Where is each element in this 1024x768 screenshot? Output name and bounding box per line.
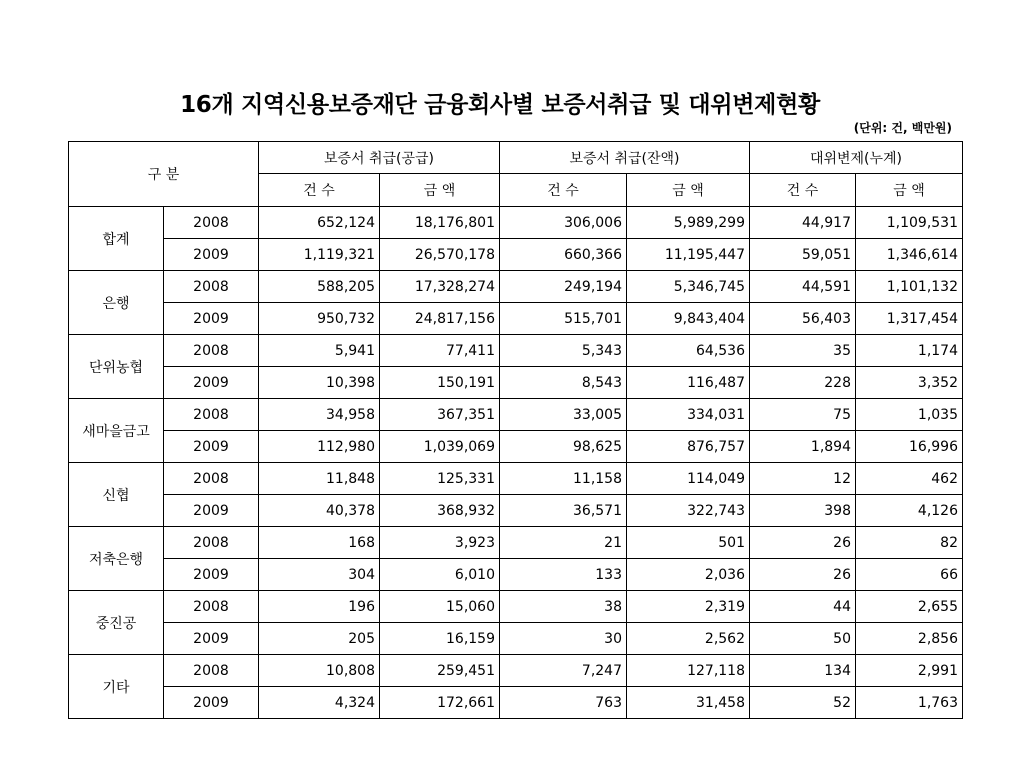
count-cell: 36,571 (500, 495, 627, 527)
table-row (69, 687, 963, 719)
amount-cell: 1,101,132 (856, 271, 963, 303)
sub-header-amount: 금 액 (627, 174, 750, 207)
guarantee-table (68, 141, 963, 719)
count-cell: 306,006 (500, 207, 627, 239)
amount-cell: 322,743 (627, 495, 750, 527)
year-cell: 2009 (164, 367, 259, 399)
amount-cell: 17,328,274 (380, 271, 500, 303)
count-cell: 40,378 (259, 495, 380, 527)
sub-header-count: 건 수 (750, 174, 856, 207)
count-cell: 21 (500, 527, 627, 559)
year-cell: 2009 (164, 239, 259, 271)
count-cell: 205 (259, 623, 380, 655)
count-cell: 5,941 (259, 335, 380, 367)
amount-cell: 31,458 (627, 687, 750, 719)
amount-cell: 2,036 (627, 559, 750, 591)
group-header-supply: 보증서 취급(공급) (259, 142, 500, 174)
count-cell: 50 (750, 623, 856, 655)
table-row (69, 591, 963, 623)
count-cell: 11,158 (500, 463, 627, 495)
category-cell: 신협 (69, 463, 164, 527)
count-cell: 44 (750, 591, 856, 623)
amount-cell: 5,346,745 (627, 271, 750, 303)
year-cell: 2008 (164, 271, 259, 303)
amount-cell: 367,351 (380, 399, 500, 431)
count-cell: 660,366 (500, 239, 627, 271)
amount-cell: 334,031 (627, 399, 750, 431)
amount-cell: 125,331 (380, 463, 500, 495)
division-header: 구 분 (69, 142, 259, 207)
amount-cell: 259,451 (380, 655, 500, 687)
amount-cell: 368,932 (380, 495, 500, 527)
table-row (69, 495, 963, 527)
amount-cell: 6,010 (380, 559, 500, 591)
amount-cell: 1,346,614 (856, 239, 963, 271)
count-cell: 38 (500, 591, 627, 623)
count-cell: 8,543 (500, 367, 627, 399)
category-cell: 저축은행 (69, 527, 164, 591)
table-row (69, 655, 963, 687)
count-cell: 398 (750, 495, 856, 527)
amount-cell: 2,856 (856, 623, 963, 655)
count-cell: 59,051 (750, 239, 856, 271)
count-cell: 304 (259, 559, 380, 591)
amount-cell: 77,411 (380, 335, 500, 367)
amount-cell: 66 (856, 559, 963, 591)
amount-cell: 16,996 (856, 431, 963, 463)
year-cell: 2009 (164, 687, 259, 719)
table-row (69, 431, 963, 463)
count-cell: 11,848 (259, 463, 380, 495)
count-cell: 75 (750, 399, 856, 431)
amount-cell: 127,118 (627, 655, 750, 687)
amount-cell: 82 (856, 527, 963, 559)
table-row (69, 271, 963, 303)
amount-cell: 116,487 (627, 367, 750, 399)
count-cell: 1,894 (750, 431, 856, 463)
amount-cell: 2,319 (627, 591, 750, 623)
sub-header-count: 건 수 (259, 174, 380, 207)
table-row (69, 335, 963, 367)
year-cell: 2009 (164, 431, 259, 463)
amount-cell: 462 (856, 463, 963, 495)
count-cell: 515,701 (500, 303, 627, 335)
count-cell: 134 (750, 655, 856, 687)
year-cell: 2009 (164, 303, 259, 335)
count-cell: 228 (750, 367, 856, 399)
year-cell: 2008 (164, 591, 259, 623)
year-cell: 2008 (164, 207, 259, 239)
amount-cell: 876,757 (627, 431, 750, 463)
count-cell: 52 (750, 687, 856, 719)
year-cell: 2008 (164, 463, 259, 495)
amount-cell: 1,035 (856, 399, 963, 431)
count-cell: 7,247 (500, 655, 627, 687)
category-cell: 은행 (69, 271, 164, 335)
count-cell: 950,732 (259, 303, 380, 335)
amount-cell: 172,661 (380, 687, 500, 719)
amount-cell: 1,039,069 (380, 431, 500, 463)
category-cell: 새마을금고 (69, 399, 164, 463)
page-title: 16개 지역신용보증재단 금융회사별 보증서취급 및 대위변제현황 (180, 92, 820, 118)
count-cell: 4,324 (259, 687, 380, 719)
table-row (69, 367, 963, 399)
group-header-subrogation: 대위변제(누계) (750, 142, 963, 174)
count-cell: 168 (259, 527, 380, 559)
count-cell: 98,625 (500, 431, 627, 463)
amount-cell: 3,352 (856, 367, 963, 399)
amount-cell: 114,049 (627, 463, 750, 495)
amount-cell: 26,570,178 (380, 239, 500, 271)
count-cell: 196 (259, 591, 380, 623)
table-row (69, 527, 963, 559)
amount-cell: 16,159 (380, 623, 500, 655)
table-row (69, 303, 963, 335)
amount-cell: 18,176,801 (380, 207, 500, 239)
count-cell: 44,591 (750, 271, 856, 303)
unit-note: (단위: 건, 백만원) (853, 121, 952, 135)
year-cell: 2008 (164, 399, 259, 431)
sub-header-count: 건 수 (500, 174, 627, 207)
category-cell: 단위농협 (69, 335, 164, 399)
amount-cell: 11,195,447 (627, 239, 750, 271)
amount-cell: 9,843,404 (627, 303, 750, 335)
count-cell: 56,403 (750, 303, 856, 335)
amount-cell: 1,317,454 (856, 303, 963, 335)
table-row (69, 463, 963, 495)
table-row (69, 623, 963, 655)
amount-cell: 4,126 (856, 495, 963, 527)
amount-cell: 64,536 (627, 335, 750, 367)
count-cell: 763 (500, 687, 627, 719)
amount-cell: 3,923 (380, 527, 500, 559)
count-cell: 1,119,321 (259, 239, 380, 271)
amount-cell: 2,562 (627, 623, 750, 655)
amount-cell: 2,655 (856, 591, 963, 623)
sub-header-amount: 금 액 (380, 174, 500, 207)
category-cell: 기타 (69, 655, 164, 719)
count-cell: 44,917 (750, 207, 856, 239)
table-row (69, 239, 963, 271)
amount-cell: 5,989,299 (627, 207, 750, 239)
count-cell: 12 (750, 463, 856, 495)
category-cell: 중진공 (69, 591, 164, 655)
count-cell: 652,124 (259, 207, 380, 239)
year-cell: 2008 (164, 655, 259, 687)
amount-cell: 1,763 (856, 687, 963, 719)
count-cell: 112,980 (259, 431, 380, 463)
count-cell: 249,194 (500, 271, 627, 303)
amount-cell: 501 (627, 527, 750, 559)
count-cell: 10,808 (259, 655, 380, 687)
category-cell: 합계 (69, 207, 164, 271)
amount-cell: 150,191 (380, 367, 500, 399)
count-cell: 5,343 (500, 335, 627, 367)
year-cell: 2009 (164, 623, 259, 655)
count-cell: 588,205 (259, 271, 380, 303)
year-cell: 2008 (164, 335, 259, 367)
year-cell: 2009 (164, 495, 259, 527)
year-cell: 2008 (164, 527, 259, 559)
amount-cell: 2,991 (856, 655, 963, 687)
group-header-balance: 보증서 취급(잔액) (500, 142, 750, 174)
count-cell: 33,005 (500, 399, 627, 431)
count-cell: 26 (750, 559, 856, 591)
amount-cell: 1,174 (856, 335, 963, 367)
table-row (69, 399, 963, 431)
amount-cell: 24,817,156 (380, 303, 500, 335)
count-cell: 10,398 (259, 367, 380, 399)
count-cell: 34,958 (259, 399, 380, 431)
count-cell: 30 (500, 623, 627, 655)
count-cell: 133 (500, 559, 627, 591)
count-cell: 26 (750, 527, 856, 559)
amount-cell: 15,060 (380, 591, 500, 623)
count-cell: 35 (750, 335, 856, 367)
table-row (69, 559, 963, 591)
table-row (69, 207, 963, 239)
year-cell: 2009 (164, 559, 259, 591)
table-body (69, 207, 963, 719)
amount-cell: 1,109,531 (856, 207, 963, 239)
sub-header-amount: 금 액 (856, 174, 963, 207)
